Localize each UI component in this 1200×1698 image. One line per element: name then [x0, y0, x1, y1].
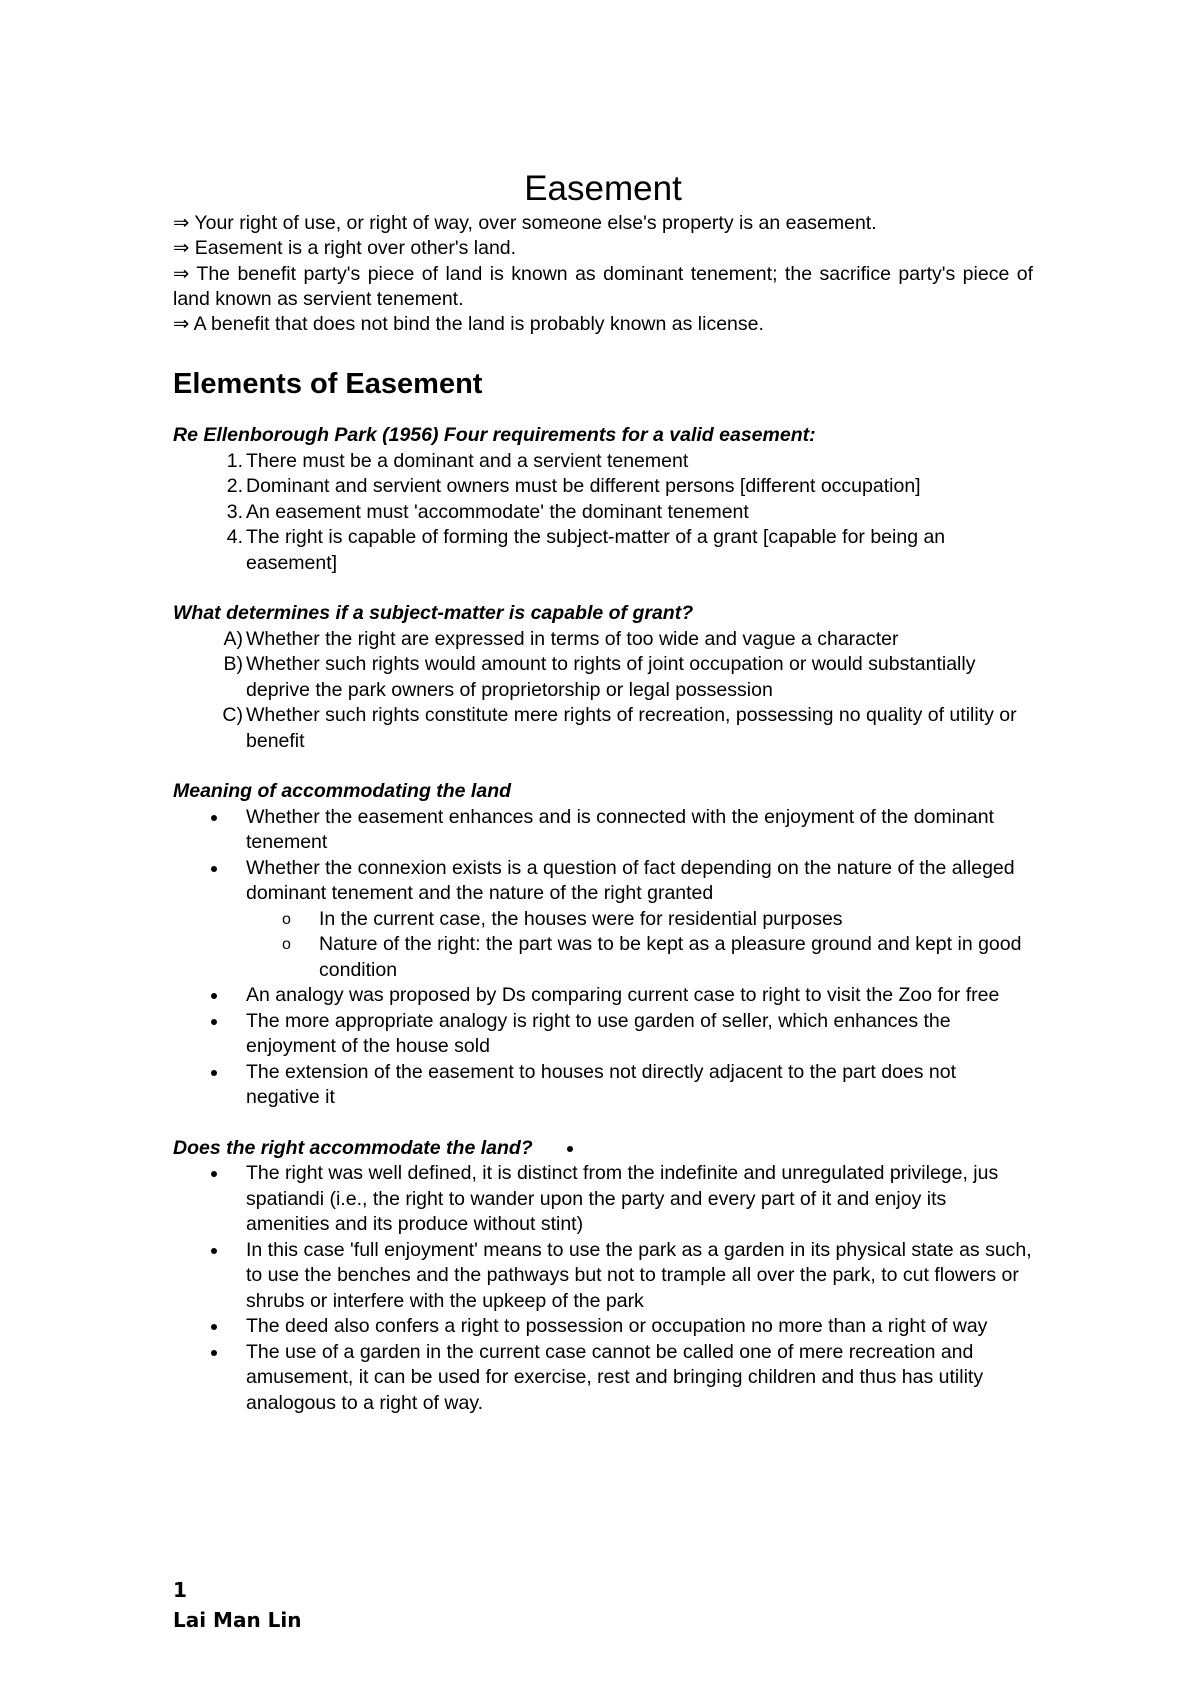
list-marker: 2. — [226, 475, 243, 498]
list-marker: A) — [223, 627, 243, 650]
grant-heading: What determines if a subject-matter is capable of grant? — [173, 602, 694, 625]
page-number: 1 — [173, 1578, 187, 1602]
bullet-icon — [211, 1070, 217, 1076]
list-marker: 3. — [226, 500, 243, 523]
document-title: Easement — [524, 169, 682, 208]
bullet-icon — [211, 866, 217, 872]
intro-block — [173, 211, 1033, 337]
sub-bullet-icon: o — [282, 936, 291, 954]
sub-list-item: o Nature of the right: the part was to be kept as a pleasure ground and kept in good condition — [282, 933, 1022, 981]
does-list — [173, 1161, 1033, 1416]
list-marker: C) — [222, 704, 243, 727]
list-item: B) Whether such rights would amount to rights of joint occupation or would substantially deprive the park owners of proprietorship or legal possession — [173, 652, 1033, 703]
list-marker: B) — [223, 653, 243, 676]
list-item: The right was well defined, it is distinct from the indefinite and unregulated privilege, jus spatiandi (i.e., the right to wander upon the party and every part of it and enjoy its amenities and its produce without stint) — [173, 1161, 1033, 1238]
intro-line: ⇒ The benefit party's piece of land is known as dominant tenement; the sacrifice party's piece of land known as servient tenement. — [173, 262, 1033, 310]
bullet-icon — [211, 1171, 217, 1177]
list-marker: 1. — [226, 449, 243, 472]
list-item: The deed also confers a right to possession or occupation no more than a right of way — [173, 1314, 1033, 1340]
section-heading-elements: Elements of Easement — [173, 368, 483, 401]
author-name: Lai Man Lin — [173, 1608, 302, 1632]
list-item: Whether the connexion exists is a question of fact depending on the nature of the alleged dominant tenement and the nature of the right granted — [173, 856, 1033, 907]
case-heading: Re Ellenborough Park (1956) Four requirements for a valid easement: — [173, 424, 816, 447]
list-item: In this case 'full enjoyment' means to use the park as a garden in its physical state as such, to use the benches and the pathways but not to trample all over the park, to cut flowers or shrubs or interfere with the upkeep of the park — [173, 1238, 1033, 1315]
list-item: An analogy was proposed by Ds comparing current case to right to visit the Zoo for free — [173, 983, 1033, 1009]
bullet-icon — [211, 815, 217, 821]
list-marker: 4. — [226, 526, 243, 549]
sub-bullet-icon: o — [282, 910, 291, 928]
list-item: 1. There must be a dominant and a servient tenement — [173, 449, 1033, 475]
intro-line: ⇒ A benefit that does not bind the land is probably known as license. — [173, 313, 764, 336]
list-item: The use of a garden in the current case cannot be called one of mere recreation and amusement, it can be used for exercise, rest and bringing children and thus has utility analogous to a right of way. — [173, 1340, 1033, 1417]
grant-list — [173, 627, 1033, 755]
intro-line: ⇒ Easement is a right over other's land. — [173, 237, 517, 260]
bullet-icon — [211, 1350, 217, 1356]
page-footer — [173, 1575, 302, 1635]
list-item: 4. The right is capable of forming the subject-matter of a grant [capable for being an easement] — [173, 525, 1033, 576]
document-page — [173, 168, 1033, 1416]
bullet-icon — [211, 993, 217, 999]
list-item: Whether the easement enhances and is connected with the enjoyment of the dominant tenement — [173, 805, 1033, 856]
list-item: 2. Dominant and servient owners must be different persons [different occupation] — [173, 474, 1033, 500]
list-item: C) Whether such rights constitute mere rights of recreation, possessing no quality of utility or benefit — [173, 703, 1033, 754]
stray-bullet-icon — [567, 1146, 573, 1152]
list-item: The more appropriate analogy is right to use garden of seller, which enhances the enjoyment of the house sold — [173, 1009, 1033, 1060]
intro-line: ⇒ Your right of use, or right of way, over someone else's property is an easement. — [173, 212, 877, 234]
sub-list-item: o In the current case, the houses were for residential purposes — [173, 907, 1033, 933]
bullet-icon — [211, 1019, 217, 1025]
accommodating-list — [173, 805, 1033, 1111]
list-item: 3. An easement must 'accommodate' the dominant tenement — [173, 500, 1033, 526]
does-heading: Does the right accommodate the land? — [173, 1136, 1033, 1162]
list-item: A) Whether the right are expressed in terms of too wide and vague a character — [173, 627, 1033, 653]
list-item: The extension of the easement to houses not directly adjacent to the part does not negative it — [173, 1060, 1033, 1111]
accommodating-heading: Meaning of accommodating the land — [173, 780, 512, 803]
requirements-list — [173, 449, 1033, 577]
bullet-icon — [211, 1248, 217, 1254]
bullet-icon — [211, 1324, 217, 1330]
